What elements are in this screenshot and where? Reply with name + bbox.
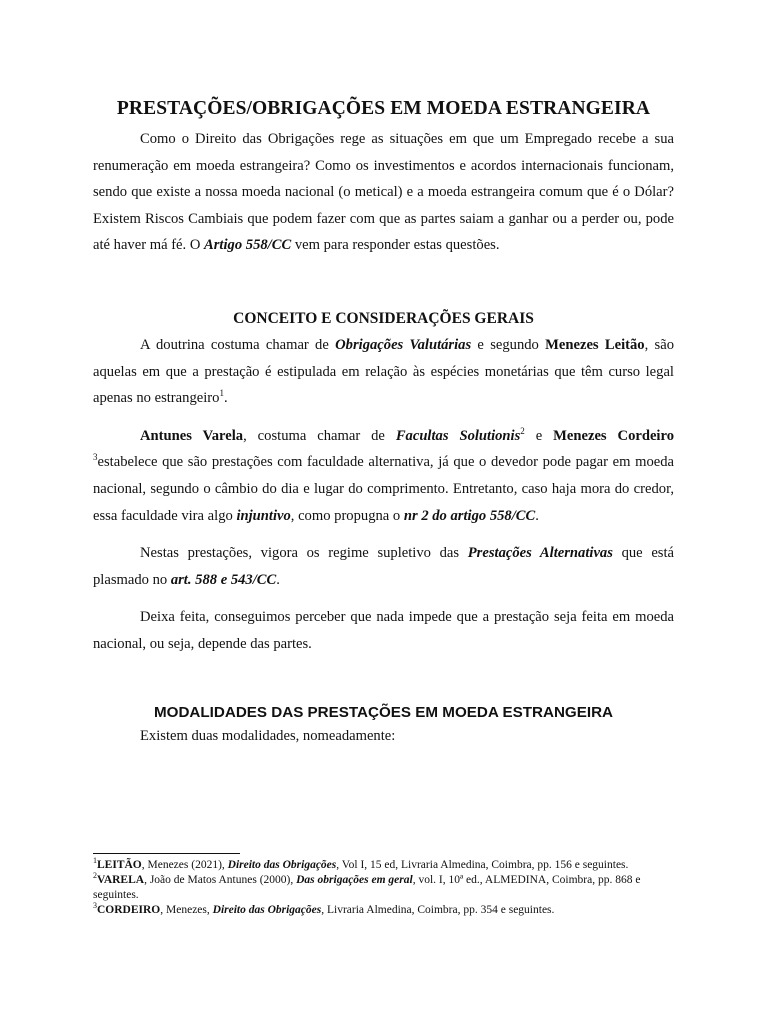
text-run: , Livraria Almedina, Coimbra, pp. 354 e seguintes.: [321, 904, 555, 916]
author-name: Menezes Leitão: [545, 336, 645, 353]
text-run: .: [223, 390, 228, 407]
text-run: estabelece que são prestações com faculdade alternativa, já que o devedor pode pagar em moeda nacional, segundo o câmbio do dia e lugar do comprimento. Entretanto, caso haja mora do credor, essa faculdade vira algo: [93, 454, 674, 524]
text-run: , vol. I, 10ª ed., ALMEDINA, Coimbra, pp. 868 e seguintes.: [93, 874, 641, 901]
text-run: e segundo: [471, 336, 546, 353]
intro-paragraph: [93, 126, 674, 259]
text-run: , costuma chamar de: [243, 427, 396, 444]
text-run: , Menezes,: [160, 904, 213, 916]
text-run: que está plasmado no: [93, 545, 675, 588]
text-run: , são aquelas em que a prestação é estipulada em relação às espécies monetárias que têm curso legal apenas no estrangeiro: [93, 336, 674, 407]
text-run: .: [276, 571, 280, 588]
modalities-paragraph-1: Existem duas modalidades, nomeadamente:: [140, 727, 396, 744]
text-run: , Menezes (2021),: [141, 859, 228, 871]
concept-paragraph-1: [93, 332, 674, 412]
term-emphasis: Facultas Solutionis: [395, 427, 521, 444]
document-title: PRESTAÇÕES/OBRIGAÇÕES EM MOEDA ESTRANGEIRA: [116, 98, 651, 119]
intro-text: Como o Direito das Obrigações rege as situações em que um Empregado recebe a sua renumeração em moeda estrangeira? Como os investimentos e acordos internacionais funcionam, sendo que existe a nossa moeda nacional (o metical) e a moeda estrangeira comum que é o Dólar? Existem Riscos Cambiais que podem fazer com que as partes saiam a ganhar ou a perder ou, pode até haver má fé. O: [93, 131, 674, 254]
footnote-ref[interactable]: 1: [219, 388, 224, 399]
footnote-3: [93, 903, 674, 918]
footnote-title: Direito das Obrigações: [227, 859, 337, 871]
text-run: , como propugna o: [290, 507, 404, 524]
section-heading-modalities: MODALIDADES DAS PRESTAÇÕES EM MOEDA ESTRANGEIRA: [153, 703, 614, 721]
article-reference: nr 2 do artigo 558/CC: [403, 507, 536, 524]
article-reference: Artigo 558/CC: [204, 237, 292, 254]
footnote-number: 2: [93, 871, 97, 881]
footnote-title: Direito das Obrigações: [212, 904, 322, 916]
author-name: Menezes Cordeiro: [553, 427, 675, 444]
footnote-2: [93, 873, 674, 903]
footnote-ref[interactable]: 2: [520, 425, 525, 436]
footnote-author: VARELA: [97, 874, 145, 886]
footnote-author: LEITÃO: [97, 859, 142, 871]
concept-paragraph-3: [93, 540, 674, 593]
footnote-1: [93, 858, 674, 873]
document-body: [93, 98, 674, 749]
section-heading-concept: CONCEITO E CONSIDERAÇÕES GERAIS: [233, 309, 534, 327]
text-run: e: [524, 427, 554, 444]
footnote-number: 1: [93, 856, 97, 866]
intro-text-end: vem para responder estas questões.: [291, 237, 500, 254]
text-run: A doutrina costuma chamar de: [140, 336, 336, 353]
text-run: .: [535, 507, 539, 524]
footnote-ref[interactable]: 3: [93, 452, 98, 463]
term-emphasis: Obrigações Valutárias: [335, 336, 472, 353]
author-name: Antunes Varela: [140, 427, 244, 444]
concept-paragraph-4: Deixa feita, conseguimos perceber que nada impede que a prestação seja feita em moeda nacional, ou seja, depende das partes.: [93, 609, 674, 652]
footnote-separator: [93, 853, 240, 854]
footnote-title: Das obrigações em geral: [296, 874, 413, 886]
footnote-author: CORDEIRO: [97, 904, 161, 916]
article-reference: art. 588 e 543/CC: [170, 571, 277, 588]
concept-paragraph-2: [93, 423, 674, 529]
text-run: Nestas prestações, vigora os regime supletivo das: [140, 545, 468, 562]
footnotes: [93, 853, 674, 918]
text-run: , Vol I, 15 ed, Livraria Almedina, Coimbra, pp. 156 e seguintes.: [336, 859, 629, 871]
text-run: , João de Matos Antunes (2000),: [144, 874, 297, 886]
term-emphasis: injuntivo: [236, 507, 291, 524]
term-emphasis: Prestações Alternativas: [467, 545, 613, 562]
footnote-number: 3: [93, 901, 97, 911]
